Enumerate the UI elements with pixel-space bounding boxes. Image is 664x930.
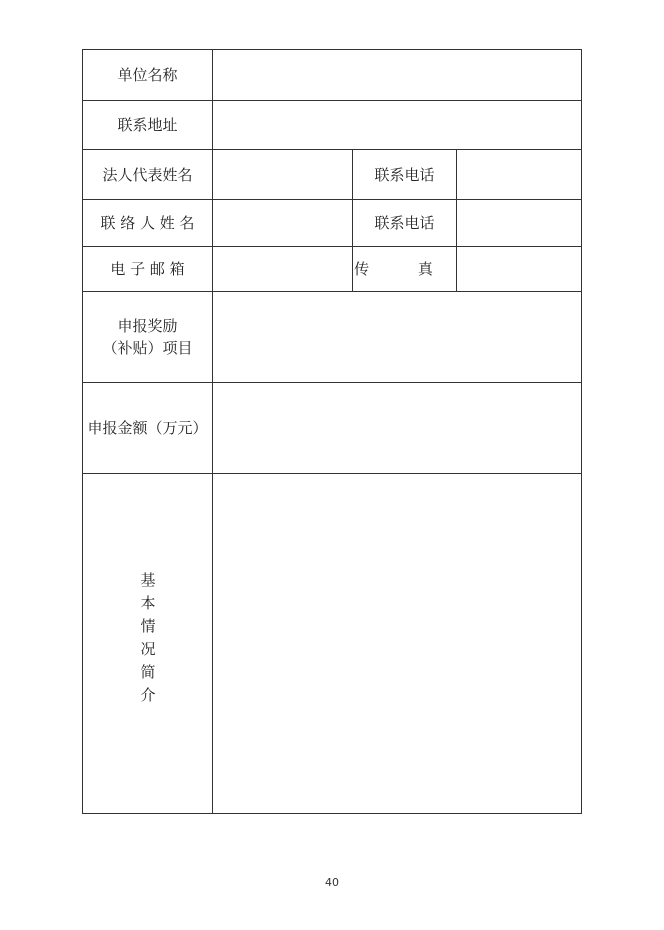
contact-address-field[interactable] <box>213 101 582 150</box>
phone-label-1: 联系电话 <box>353 150 457 200</box>
email-label: 电 子 邮 箱 <box>83 247 213 292</box>
row-email-fax <box>83 247 582 292</box>
contact-person-field[interactable] <box>213 200 353 247</box>
row-amount <box>83 383 582 474</box>
amount-field[interactable] <box>213 383 582 474</box>
legal-rep-label: 法人代表姓名 <box>83 150 213 200</box>
row-contact-address <box>83 101 582 150</box>
project-field[interactable] <box>213 292 582 383</box>
unit-name-label: 单位名称 <box>83 50 213 101</box>
row-legal-rep <box>83 150 582 200</box>
project-label-line1: 申报奖励 <box>117 317 178 335</box>
email-field[interactable] <box>213 247 353 292</box>
amount-label: 申报金额（万元） <box>83 383 213 474</box>
legal-rep-field[interactable] <box>213 150 353 200</box>
intro-field[interactable] <box>213 474 582 814</box>
application-form-table <box>82 49 582 814</box>
fax-field[interactable] <box>457 247 582 292</box>
contact-address-label: 联系地址 <box>83 101 213 150</box>
fax-label: 传 真 <box>353 247 457 292</box>
project-label <box>83 292 213 383</box>
phone-label-2: 联系电话 <box>353 200 457 247</box>
unit-name-field[interactable] <box>213 50 582 101</box>
project-label-line2: （补贴）项目 <box>102 339 193 357</box>
row-project <box>83 292 582 383</box>
row-contact-person <box>83 200 582 247</box>
row-intro <box>83 474 582 814</box>
intro-label: 基本情况简介 <box>138 571 157 710</box>
phone-field-2[interactable] <box>457 200 582 247</box>
page-number: 40 <box>325 876 339 889</box>
intro-label-cell <box>83 474 213 814</box>
contact-person-label: 联 络 人 姓 名 <box>83 200 213 247</box>
phone-field-1[interactable] <box>457 150 582 200</box>
row-unit-name <box>83 50 582 101</box>
